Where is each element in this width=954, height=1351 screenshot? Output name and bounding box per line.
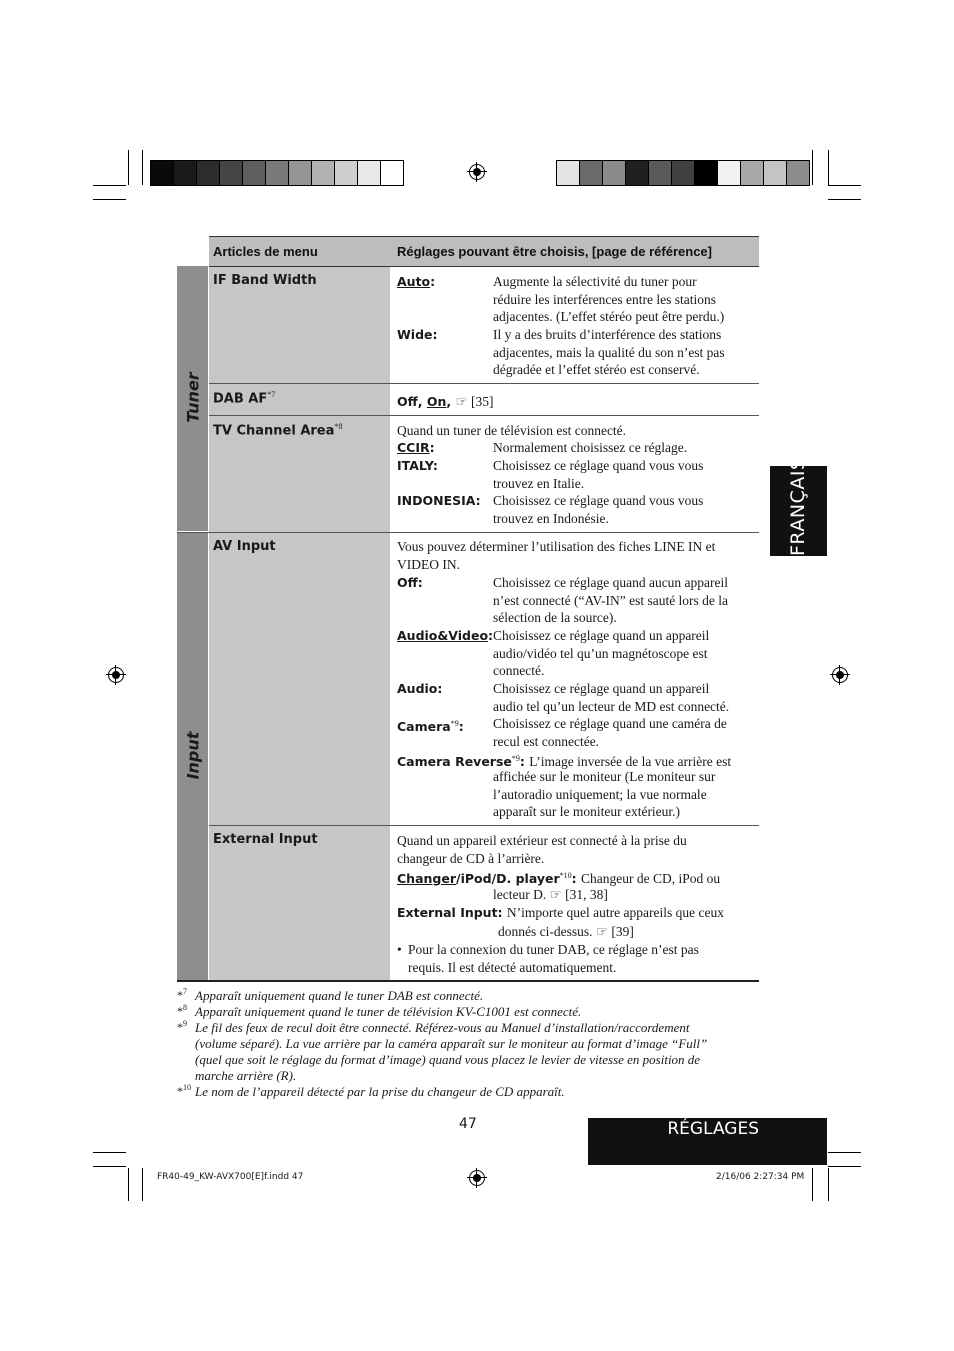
- row-divider: [209, 415, 759, 416]
- registration-mark-icon: [832, 667, 848, 683]
- item-column: [209, 267, 390, 980]
- item-av-input: AV Input: [213, 539, 276, 554]
- slug-timestamp: 2/16/06 2:27:34 PM: [716, 1172, 805, 1182]
- color-swatch: [358, 161, 381, 185]
- crop-mark: [93, 1166, 126, 1167]
- section-label-tuner: Tuner: [183, 372, 203, 423]
- row-divider: [209, 383, 759, 384]
- color-bar-right: [556, 160, 810, 186]
- row-divider: [177, 532, 759, 533]
- color-swatch: [649, 161, 672, 185]
- color-swatch: [381, 161, 403, 185]
- footnote-mark: *$^{10}$: [177, 1083, 191, 1098]
- bullet-marker: •: [397, 942, 402, 957]
- color-swatch: [603, 161, 626, 185]
- crop-mark: [128, 150, 129, 185]
- color-swatch: [335, 161, 358, 185]
- footnote-9: Le fil des feux de recul doit être connecté. Référez-vous au Manuel d’installation/raccordement (volume séparé). La vue arrière par la caméra apparaît sur le moniteur au format d’image “Full” (quel que soit le réglage du format d’image) quand vous placez le levier de vitesse en position de marche arrière (R).: [195, 1020, 708, 1083]
- color-swatch: [220, 161, 243, 185]
- crop-mark: [93, 1152, 126, 1153]
- option-wide-desc: Il y a des bruits d’interférence des stations adjacentes, mais la qualité du son n’est pas dégradée et l’effet stéréo est conservé.: [493, 327, 725, 378]
- option-camera-reverse: Camera Reverse$^{*9}$: L’image inversée de la vue arrière est: [397, 754, 732, 770]
- av-input-intro: Vous pouvez déterminer l’utilisation des fiches LINE IN et VIDEO IN.: [397, 539, 716, 572]
- option-auto-desc: Augmente la sélectivité du tuner pour réduire les interférences entre les stations adjacentes. (L’effet stéréo peut être perdu.): [493, 274, 725, 325]
- option-camera-desc: Choisissez ce réglage quand une caméra de recul est connectée.: [493, 716, 727, 749]
- color-swatch: [787, 161, 809, 185]
- registration-mark-icon: [469, 164, 485, 180]
- tv-channel-intro: Quand un tuner de télévision est connecté.: [397, 423, 627, 438]
- color-swatch: [741, 161, 764, 185]
- crop-mark: [142, 1168, 143, 1201]
- section-footer-label: RÉGLAGES: [667, 1119, 759, 1139]
- crop-mark: [828, 1168, 829, 1201]
- dab-af-options: Off, On, ☞ [35]: [397, 394, 494, 409]
- crop-mark: [142, 150, 143, 185]
- color-swatch: [764, 161, 787, 185]
- color-swatch: [243, 161, 266, 185]
- row-divider: [209, 825, 759, 826]
- table-bottom-rule: [177, 980, 759, 982]
- crop-mark: [128, 1168, 129, 1201]
- option-audio: Audio:: [397, 681, 443, 696]
- bullet-note: Pour la connexion du tuner DAB, ce réglage n’est pas requis. Il est détecté automatiquement.: [408, 942, 699, 975]
- crop-mark: [828, 1152, 861, 1153]
- color-swatch: [580, 161, 603, 185]
- crop-mark: [828, 185, 861, 186]
- color-swatch: [557, 161, 580, 185]
- option-audio-video-desc: Choisissez ce réglage quand un appareil audio/vidéo tel qu’un magnétoscope est connecté.: [493, 628, 710, 679]
- slug-filename: FR40-49_KW-AVX700[E]f.indd 47: [157, 1172, 304, 1182]
- option-ccir-desc: Normalement choisissez ce réglage.: [493, 440, 688, 455]
- crop-mark: [828, 150, 829, 185]
- item-tv-channel-area: TV Channel Area$^{*8}$: [213, 422, 343, 439]
- item-if-band-width: IF Band Width: [213, 273, 317, 288]
- color-bar-left: [150, 160, 404, 186]
- header-col-settings: Réglages pouvant être choisis, [page de référence]: [391, 237, 759, 266]
- page-number: 47: [459, 1116, 477, 1132]
- option-auto: Auto:: [397, 274, 436, 289]
- item-external-input: External Input: [213, 832, 318, 847]
- color-swatch: [174, 161, 197, 185]
- language-tab: [770, 457, 827, 556]
- color-swatch: [672, 161, 695, 185]
- section-label-input: Input: [183, 731, 203, 780]
- external-input-intro: Quand un appareil extérieur est connecté à la prise du changeur de CD à l’arrière.: [397, 833, 687, 866]
- footnote-8: Apparaît uniquement quand le tuner de télévision KV-C1001 est connecté.: [195, 1004, 582, 1019]
- crop-mark: [828, 1166, 861, 1167]
- option-indonesia: INDONESIA:: [397, 493, 481, 508]
- footnote-mark: *$^9$: [177, 1019, 187, 1034]
- option-camera: Camera$^{*9}$:: [397, 719, 464, 735]
- option-changer-desc: lecteur D. ☞ [31, 38]: [493, 887, 608, 902]
- option-off: Off:: [397, 575, 423, 590]
- option-off-desc: Choisissez ce réglage quand aucun appareil n’est connecté (“AV-IN” est sauté lors de la sélection de la source).: [493, 575, 729, 626]
- option-italy: ITALY:: [397, 458, 438, 473]
- crop-mark: [93, 185, 126, 186]
- option-external-input-desc: donnés ci-dessus. ☞ [39]: [498, 924, 634, 939]
- crop-mark: [93, 199, 126, 200]
- footnote-mark: *$^8$: [177, 1003, 187, 1018]
- color-swatch: [266, 161, 289, 185]
- option-changer: Changer/iPod/D. player$^{*10}$: Changeur de CD, iPod ou: [397, 871, 721, 887]
- crop-mark: [828, 199, 861, 200]
- crop-mark: [812, 150, 813, 185]
- registration-mark-icon: [108, 667, 124, 683]
- option-ccir: CCIR:: [397, 440, 435, 455]
- color-swatch: [289, 161, 312, 185]
- option-camera-reverse-desc: affichée sur le moniteur (Le moniteur sur l’autoradio uniquement; la vue normale apparaît sur le moniteur extérieur.): [493, 769, 716, 820]
- registration-mark-icon: [469, 1170, 485, 1186]
- option-indonesia-desc: Choisissez ce réglage quand vous vous trouvez en Indonésie.: [493, 493, 704, 526]
- option-external-input: External Input: N’importe quel autre appareils que ceux: [397, 905, 724, 920]
- section-footer-tab: [588, 1118, 827, 1165]
- header-col-menu: Articles de menu: [209, 237, 393, 266]
- footnote-7: Apparaît uniquement quand le tuner DAB est connecté.: [195, 988, 484, 1003]
- color-swatch: [197, 161, 220, 185]
- color-swatch: [695, 161, 718, 185]
- footnote-10: Le nom de l’appareil détecté par la prise du changeur de CD apparaît.: [195, 1084, 565, 1099]
- crop-mark: [812, 1168, 813, 1201]
- footnote-mark: *$^7$: [177, 987, 187, 1002]
- option-wide: Wide:: [397, 327, 438, 342]
- color-swatch: [312, 161, 335, 185]
- option-audio-desc: Choisissez ce réglage quand un appareil audio tel qu’un lecteur de MD est connecté.: [493, 681, 730, 714]
- option-italy-desc: Choisissez ce réglage quand vous vous trouvez en Italie.: [493, 458, 704, 491]
- language-tab-label: FRANÇAIS: [787, 457, 809, 556]
- item-dab-af: DAB AF$^{*7}$: [213, 390, 276, 407]
- color-swatch: [626, 161, 649, 185]
- color-swatch: [151, 161, 174, 185]
- option-audio-video: Audio&Video:: [397, 628, 494, 643]
- color-swatch: [718, 161, 741, 185]
